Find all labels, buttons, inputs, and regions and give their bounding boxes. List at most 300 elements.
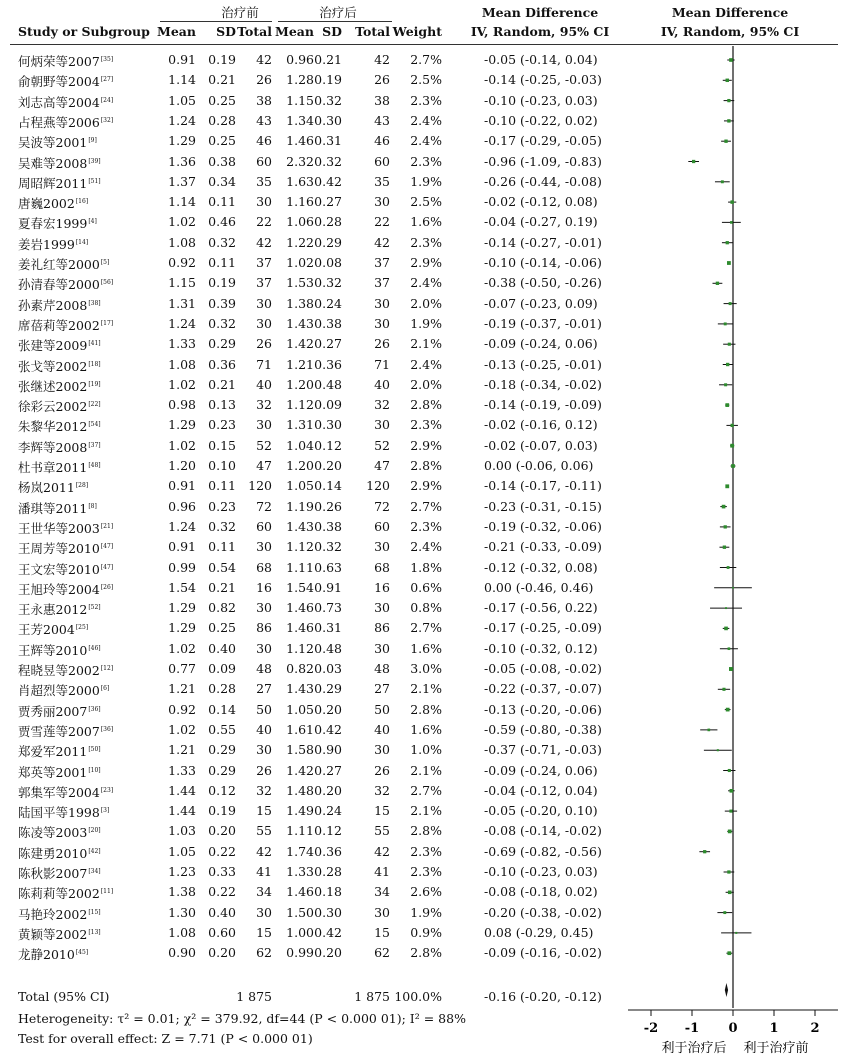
study-marker [723, 911, 726, 914]
mean-before: 1.02 [168, 640, 196, 656]
study-marker [728, 343, 731, 346]
weight: 1.0% [410, 742, 442, 758]
sd-before: 0.15 [208, 437, 236, 453]
sd-before: 0.54 [208, 559, 236, 575]
total-after: 50 [374, 701, 390, 717]
study-name: 陈凌等2003[20] [18, 825, 101, 841]
sd-after: 0.32 [314, 153, 342, 169]
weight: 2.8% [410, 458, 442, 473]
total-before: 47 [256, 458, 272, 473]
study-name: 朱黎华2012[54] [18, 419, 101, 435]
sd-before: 0.36 [208, 356, 236, 372]
header-study-col: Study or Subgroup [18, 24, 150, 39]
study-name: 唐巍2002[16] [18, 196, 89, 212]
study-marker [724, 322, 727, 325]
total-after: 27 [374, 681, 390, 697]
x-label-left: 利于治疗后 [661, 1041, 727, 1056]
mean-after: 1.00 [286, 924, 314, 940]
header-sd-1: SD [216, 24, 236, 39]
total-before: 120 [248, 478, 272, 494]
mean-difference-ci: -0.19 (-0.37, -0.01) [484, 315, 602, 331]
study-name: 陈建勇2010[42] [18, 845, 101, 861]
total-weight: 100.0% [394, 989, 442, 1004]
sd-before: 0.25 [208, 133, 236, 149]
study-marker [725, 403, 729, 407]
study-name: 王文宏等2010[47] [18, 561, 114, 577]
mean-difference-ci: -0.02 (-0.16, 0.12) [484, 417, 598, 433]
mean-after: 1.53 [286, 275, 314, 291]
study-marker [692, 160, 695, 163]
study-marker [729, 302, 732, 305]
weight: 1.8% [410, 559, 442, 575]
sd-after: 0.48 [314, 376, 342, 392]
study-name: 郑英等2001[10] [18, 764, 101, 780]
mean-before: 1.02 [168, 437, 196, 453]
study-marker [724, 140, 727, 143]
total-after: 40 [374, 376, 390, 392]
mean-before: 1.37 [168, 173, 196, 189]
mean-difference-ci: 0.00 (-0.06, 0.06) [484, 458, 594, 473]
mean-before: 1.05 [168, 92, 196, 108]
weight: 2.3% [410, 417, 442, 433]
weight: 2.7% [410, 782, 442, 798]
mean-difference-ci: -0.05 (-0.20, 0.10) [484, 803, 598, 819]
total-after: 30 [374, 295, 390, 311]
sd-before: 0.19 [208, 275, 236, 291]
study-name: 刘志高等2004[24] [18, 94, 114, 110]
mean-after: 1.43 [286, 518, 314, 534]
total-before: 48 [256, 661, 272, 676]
total-after: 30 [374, 417, 390, 433]
total-before: 22 [256, 214, 272, 230]
weight: 2.3% [410, 864, 442, 879]
total-before: 30 [256, 295, 272, 311]
sd-after: 0.73 [314, 600, 342, 616]
mean-before: 1.29 [168, 133, 196, 149]
sd-before: 0.29 [208, 762, 236, 778]
sd-after: 0.42 [314, 173, 342, 189]
study-name: 徐彩云2002[22] [18, 399, 101, 415]
study-name: 占程燕等2006[32] [18, 114, 114, 130]
sd-after: 0.19 [314, 72, 342, 88]
header-plot-method: IV, Random, 95% CI [660, 24, 800, 39]
total-after: 46 [374, 133, 390, 149]
sd-after: 0.30 [314, 904, 342, 920]
study-name: 姜岩1999[14] [18, 236, 89, 252]
weight: 2.3% [410, 92, 442, 108]
total-before: 68 [256, 559, 272, 575]
total-n1: 1 875 [236, 989, 272, 1004]
total-before: 30 [256, 539, 272, 555]
header-total-1: Total [237, 24, 272, 39]
study-name: 俞朝野等2004[27] [18, 74, 114, 90]
mean-difference-ci: -0.21 (-0.33, -0.09) [484, 539, 602, 555]
total-after: 22 [374, 214, 390, 230]
total-before: 30 [256, 640, 272, 656]
mean-after: 1.46 [286, 620, 314, 636]
study-name: 孙素芹2008[38] [18, 297, 101, 313]
total-before: 62 [256, 945, 272, 961]
weight: 2.1% [410, 336, 442, 352]
study-marker [721, 180, 724, 183]
weight: 1.6% [410, 721, 442, 737]
study-marker [730, 444, 734, 448]
mean-before: 1.54 [168, 579, 196, 595]
mean-difference-ci: -0.14 (-0.27, -0.01) [484, 234, 602, 250]
sd-after: 0.36 [314, 356, 342, 372]
study-name: 张戈等2002[18] [18, 358, 101, 374]
study-marker [724, 383, 727, 386]
mean-difference-ci: -0.02 (-0.07, 0.03) [484, 437, 598, 453]
mean-after: 1.12 [286, 397, 314, 413]
sd-before: 0.32 [208, 315, 236, 331]
total-before: 30 [256, 315, 272, 331]
study-name: 马艳玲2002[15] [18, 906, 101, 922]
sd-after: 0.20 [314, 945, 342, 961]
sd-before: 0.28 [208, 112, 236, 128]
total-after: 30 [374, 640, 390, 656]
mean-difference-ci: -0.19 (-0.32, -0.06) [484, 518, 602, 534]
weight: 2.7% [410, 620, 442, 636]
study-marker [725, 484, 729, 488]
weight: 2.3% [410, 518, 442, 534]
sd-before: 0.29 [208, 742, 236, 758]
sd-after: 0.21 [314, 52, 342, 67]
mean-before: 1.02 [168, 214, 196, 230]
sd-before: 0.19 [208, 52, 236, 67]
mean-difference-ci: -0.20 (-0.38, -0.02) [484, 904, 602, 920]
mean-before: 0.92 [168, 255, 196, 270]
mean-before: 1.24 [168, 315, 196, 331]
weight: 2.7% [410, 498, 442, 514]
sd-after: 0.20 [314, 701, 342, 717]
total-after: 30 [374, 742, 390, 758]
study-name: 李辉等2008[37] [18, 439, 101, 455]
total-before: 41 [256, 864, 272, 879]
sd-after: 0.12 [314, 437, 342, 453]
sd-after: 0.30 [314, 112, 342, 128]
study-name: 吴难等2008[39] [18, 155, 101, 171]
mean-before: 1.21 [168, 742, 196, 758]
pooled-diamond [725, 983, 728, 997]
mean-after: 1.21 [286, 356, 314, 372]
mean-after: 1.63 [286, 173, 314, 189]
sd-before: 0.10 [208, 458, 236, 473]
total-after: 30 [374, 600, 390, 616]
sd-after: 0.42 [314, 924, 342, 940]
total-before: 72 [256, 498, 272, 514]
study-name: 潘琪等2011[8] [18, 500, 97, 516]
mean-after: 1.46 [286, 133, 314, 149]
total-after: 30 [374, 194, 390, 210]
mean-after: 1.12 [286, 640, 314, 656]
study-marker [729, 810, 732, 813]
header-weight: Weight [392, 24, 442, 39]
sd-after: 0.26 [314, 498, 342, 514]
weight: 2.4% [410, 356, 442, 372]
total-after: 30 [374, 315, 390, 331]
study-name: 夏春宏1999[4] [18, 216, 97, 232]
mean-before: 1.08 [168, 356, 196, 372]
study-name: 郭集军等2004[23] [18, 784, 114, 800]
mean-before: 0.92 [168, 701, 196, 717]
study-name: 杜书章2011[48] [18, 460, 101, 475]
header-group-after: 治疗后 [319, 5, 357, 20]
total-after: 16 [374, 579, 390, 595]
sd-after: 0.27 [314, 336, 342, 352]
weight: 2.4% [410, 112, 442, 128]
sd-before: 0.20 [208, 823, 236, 839]
study-name: 陈秋影2007[34] [18, 866, 101, 881]
study-name: 贾雪莲等2007[36] [18, 723, 114, 739]
mean-difference-ci: -0.96 (-1.09, -0.83) [484, 153, 602, 169]
study-marker [728, 647, 731, 650]
mean-before: 0.91 [168, 478, 196, 494]
mean-after: 1.20 [286, 376, 314, 392]
mean-before: 1.44 [168, 803, 196, 819]
mean-difference-ci: -0.04 (-0.12, 0.04) [484, 782, 598, 798]
total-before: 40 [256, 721, 272, 737]
mean-difference-ci: -0.22 (-0.37, -0.07) [484, 681, 602, 697]
total-after: 43 [374, 112, 390, 128]
sd-before: 0.25 [208, 92, 236, 108]
mean-difference-ci: 0.08 (-0.29, 0.45) [484, 924, 594, 940]
total-after: 37 [374, 275, 390, 291]
study-name: 肖超烈等2000[6] [18, 683, 110, 699]
mean-difference-ci: -0.07 (-0.23, 0.09) [484, 295, 598, 311]
sd-after: 0.48 [314, 640, 342, 656]
total-before: 37 [256, 275, 272, 291]
mean-difference-ci: -0.23 (-0.31, -0.15) [484, 498, 602, 514]
mean-difference-ci: -0.17 (-0.29, -0.05) [484, 133, 602, 149]
mean-difference-ci: -0.09 (-0.16, -0.02) [484, 945, 602, 961]
study-name: 周昭辉2011[51] [18, 175, 101, 191]
total-before: 26 [256, 762, 272, 778]
mean-after: 1.74 [286, 843, 314, 859]
header-md-title: Mean Difference [481, 5, 599, 20]
weight: 1.9% [410, 173, 442, 189]
total-after: 47 [374, 458, 390, 473]
weight: 1.6% [410, 640, 442, 656]
study-name: 王旭玲等2004[26] [18, 581, 114, 597]
study-marker [727, 870, 730, 873]
study-marker [716, 282, 719, 285]
sd-before: 0.25 [208, 620, 236, 636]
mean-difference-ci: -0.02 (-0.12, 0.08) [484, 194, 598, 210]
study-marker [724, 525, 727, 528]
sd-before: 0.12 [208, 782, 236, 798]
study-marker [727, 566, 730, 569]
study-name: 王芳2004[25] [18, 622, 89, 638]
mean-before: 0.98 [168, 397, 196, 413]
sd-after: 0.63 [314, 559, 342, 575]
sd-before: 0.29 [208, 336, 236, 352]
mean-after: 1.46 [286, 600, 314, 616]
x-tick-label: 0 [728, 1021, 738, 1036]
total-after: 26 [374, 336, 390, 352]
total-after: 60 [374, 518, 390, 534]
total-before: 30 [256, 600, 272, 616]
weight: 2.4% [410, 275, 442, 291]
sd-after: 0.38 [314, 315, 342, 331]
total-before: 60 [256, 153, 272, 169]
sd-after: 0.29 [314, 681, 342, 697]
mean-after: 1.46 [286, 884, 314, 900]
sd-before: 0.40 [208, 640, 236, 656]
mean-difference-ci: -0.59 (-0.80, -0.38) [484, 721, 602, 737]
mean-after: 1.22 [286, 234, 314, 250]
sd-after: 0.27 [314, 762, 342, 778]
study-name: 王永惠2012[52] [18, 602, 101, 618]
weight: 2.8% [410, 701, 442, 717]
total-before: 15 [256, 803, 272, 819]
sd-after: 0.20 [314, 458, 342, 473]
total-before: 35 [256, 173, 272, 189]
header-mean-2: Mean [275, 24, 314, 39]
total-after: 30 [374, 904, 390, 920]
sd-after: 0.42 [314, 721, 342, 737]
study-name: 王辉等2010[46] [18, 642, 101, 658]
study-name: 贾秀丽2007[36] [18, 703, 101, 719]
mean-after: 0.99 [286, 945, 314, 961]
study-marker [724, 627, 728, 631]
total-before: 52 [256, 437, 272, 453]
weight: 2.1% [410, 803, 442, 819]
total-after: 34 [374, 884, 390, 900]
mean-before: 1.03 [168, 823, 196, 839]
mean-difference-ci: 0.00 (-0.46, 0.46) [484, 579, 594, 595]
sd-before: 0.28 [208, 681, 236, 697]
mean-before: 1.31 [168, 295, 196, 311]
mean-difference-ci: -0.08 (-0.14, -0.02) [484, 823, 602, 839]
study-name: 吴波等2001[9] [18, 135, 97, 151]
mean-difference-ci: -0.05 (-0.08, -0.02) [484, 661, 602, 676]
mean-before: 1.33 [168, 762, 196, 778]
x-label-right: 利于治疗前 [743, 1041, 809, 1056]
sd-before: 0.11 [208, 194, 236, 210]
total-after: 55 [374, 823, 390, 839]
study-marker [726, 241, 729, 244]
weight: 2.8% [410, 823, 442, 839]
mean-before: 1.14 [168, 72, 196, 88]
mean-after: 1.38 [286, 295, 314, 311]
sd-before: 0.55 [208, 721, 236, 737]
total-before: 30 [256, 904, 272, 920]
weight: 0.9% [410, 924, 442, 940]
total-before: 38 [256, 92, 272, 108]
overall-effect: Test for overall effect: Z = 7.71 (P < 0.000 01) [18, 1031, 313, 1046]
study-name: 孙清春等2000[56] [18, 277, 114, 293]
mean-before: 1.38 [168, 884, 196, 900]
sd-before: 0.32 [208, 518, 236, 534]
study-marker [729, 58, 733, 62]
sd-before: 0.82 [208, 600, 236, 616]
mean-before: 0.77 [168, 661, 196, 676]
sd-before: 0.22 [208, 843, 236, 859]
sd-before: 0.21 [208, 376, 236, 392]
mean-difference-ci: -0.10 (-0.23, 0.03) [484, 864, 598, 879]
total-after: 15 [374, 803, 390, 819]
sd-before: 0.13 [208, 397, 236, 413]
total-after: 37 [374, 255, 390, 270]
sd-after: 0.24 [314, 295, 342, 311]
mean-before: 1.33 [168, 336, 196, 352]
mean-after: 1.28 [286, 72, 314, 88]
mean-after: 1.06 [286, 214, 314, 230]
sd-after: 0.14 [314, 478, 342, 494]
mean-before: 1.24 [168, 518, 196, 534]
weight: 2.9% [410, 478, 442, 494]
sd-after: 0.36 [314, 843, 342, 859]
total-n2: 1 875 [354, 989, 390, 1004]
study-marker [703, 850, 706, 853]
sd-after: 0.12 [314, 823, 342, 839]
sd-after: 0.29 [314, 234, 342, 250]
mean-before: 1.02 [168, 376, 196, 392]
mean-before: 1.21 [168, 681, 196, 697]
mean-difference-ci: -0.12 (-0.32, 0.08) [484, 559, 598, 575]
total-before: 32 [256, 782, 272, 798]
mean-difference-ci: -0.26 (-0.44, -0.08) [484, 173, 602, 189]
sd-before: 0.34 [208, 173, 236, 189]
header-sd-2: SD [322, 24, 342, 39]
weight: 2.1% [410, 762, 442, 778]
mean-before: 0.90 [168, 945, 196, 961]
mean-after: 1.11 [286, 559, 314, 575]
weight: 2.5% [410, 194, 442, 210]
total-after: 42 [374, 843, 390, 859]
mean-difference-ci: -0.17 (-0.56, 0.22) [484, 600, 598, 616]
header-plot-title: Mean Difference [671, 5, 789, 20]
sd-after: 0.32 [314, 539, 342, 555]
sd-after: 0.18 [314, 884, 342, 900]
study-name: 陈莉莉等2002[11] [18, 886, 114, 902]
study-marker [727, 99, 730, 102]
total-before: 16 [256, 579, 272, 595]
mean-difference-ci: -0.13 (-0.25, -0.01) [484, 356, 602, 372]
mean-after: 1.34 [286, 112, 314, 128]
mean-before: 1.24 [168, 112, 196, 128]
sd-before: 0.09 [208, 661, 236, 676]
mean-after: 1.58 [286, 742, 314, 758]
sd-before: 0.11 [208, 539, 236, 555]
study-marker [732, 587, 734, 589]
total-after: 42 [374, 234, 390, 250]
total-after: 71 [374, 356, 390, 372]
sd-after: 0.90 [314, 742, 342, 758]
study-marker [730, 221, 733, 224]
total-label: Total (95% CI) [18, 989, 110, 1004]
weight: 2.4% [410, 133, 442, 149]
study-name: 陆国平等1998[3] [18, 805, 110, 821]
study-name: 王周芳等2010[47] [18, 541, 114, 557]
mean-before: 0.96 [168, 498, 196, 514]
study-marker [723, 546, 726, 549]
mean-after: 1.05 [286, 701, 314, 717]
total-before: 55 [256, 823, 272, 839]
total-after: 68 [374, 559, 390, 575]
total-before: 71 [256, 356, 272, 372]
weight: 1.6% [410, 214, 442, 230]
sd-after: 0.32 [314, 275, 342, 291]
study-marker [731, 464, 735, 468]
weight: 2.3% [410, 153, 442, 169]
study-marker [722, 688, 725, 691]
study-name: 张继述2002[19] [18, 378, 101, 394]
total-after: 42 [374, 52, 390, 67]
mean-before: 1.29 [168, 417, 196, 433]
weight: 1.9% [410, 904, 442, 920]
